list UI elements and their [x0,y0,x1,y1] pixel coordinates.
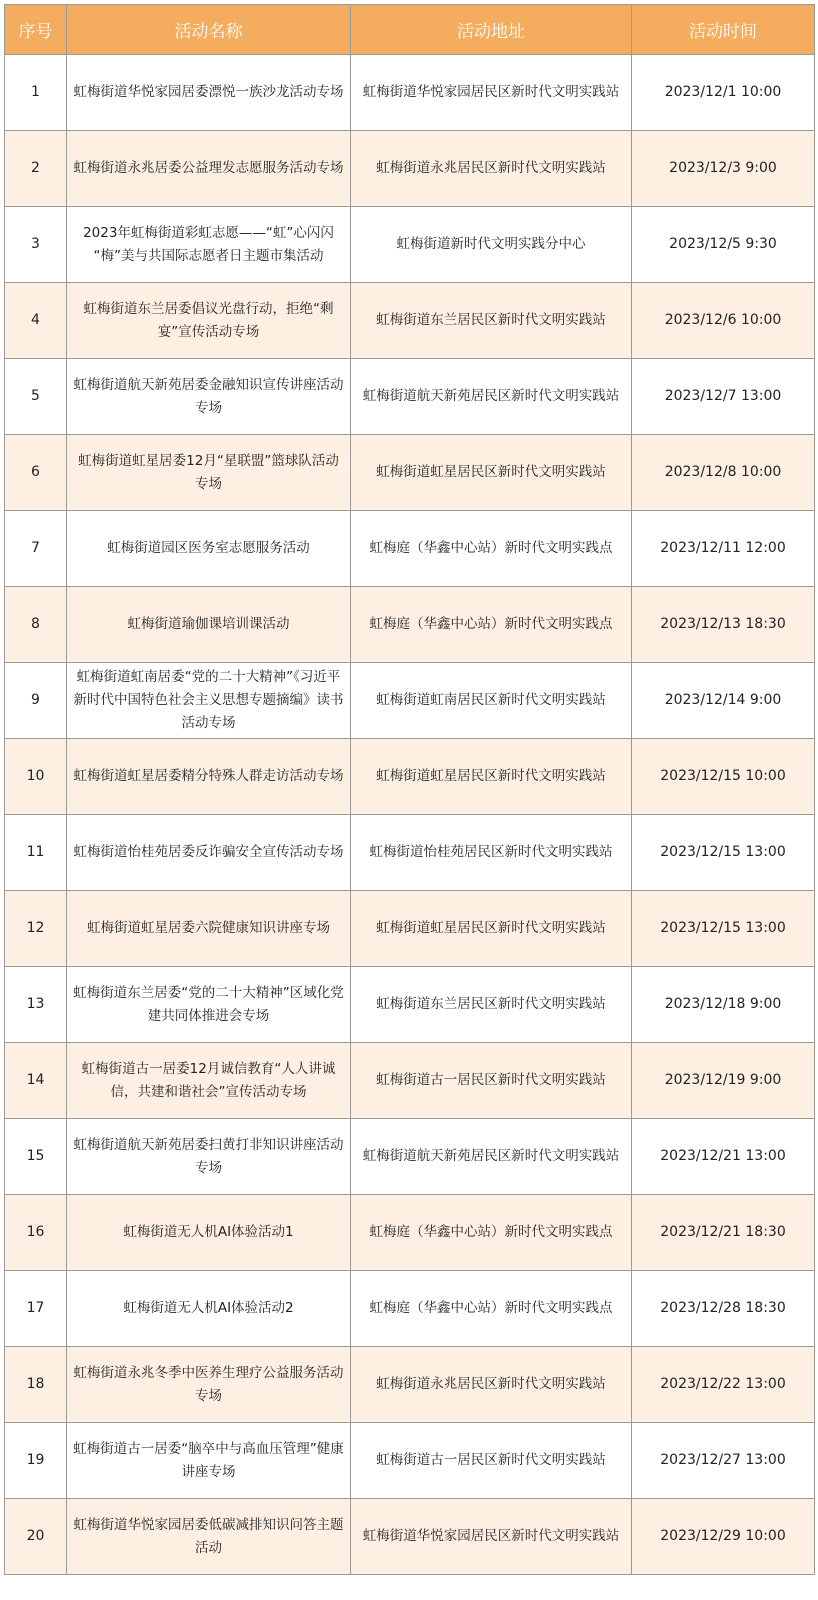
cell-index: 10 [5,739,67,815]
cell-index: 20 [5,1499,67,1575]
cell-activity-address: 虹梅街道东兰居民区新时代文明实践站 [351,283,632,359]
cell-activity-address: 虹梅街道华悦家园居民区新时代文明实践站 [351,55,632,131]
table-row [5,511,815,587]
cell-activity-address: 虹梅街道永兆居民区新时代文明实践站 [351,1347,632,1423]
cell-activity-time: 2023/12/29 10:00 [632,1499,815,1575]
cell-activity-address: 虹梅庭（华鑫中心站）新时代文明实践点 [351,511,632,587]
cell-activity-time: 2023/12/11 12:00 [632,511,815,587]
cell-activity-address: 虹梅庭（华鑫中心站）新时代文明实践点 [351,1271,632,1347]
cell-index: 3 [5,207,67,283]
cell-activity-time: 2023/12/15 13:00 [632,815,815,891]
cell-index: 2 [5,131,67,207]
cell-activity-name: 虹梅街道虹星居委精分特殊人群走访活动专场 [67,739,351,815]
cell-activity-time: 2023/12/22 13:00 [632,1347,815,1423]
table-row [5,739,815,815]
cell-activity-address: 虹梅街道航天新苑居民区新时代文明实践站 [351,359,632,435]
cell-index: 13 [5,967,67,1043]
cell-activity-address: 虹梅街道虹星居民区新时代文明实践站 [351,435,632,511]
table-row [5,1347,815,1423]
cell-activity-name: 虹梅街道虹南居委“党的二十大精神”《习近平新时代中国特色社会主义思想专题摘编》读书活动专场 [67,663,351,739]
cell-activity-time: 2023/12/28 18:30 [632,1271,815,1347]
cell-activity-address: 虹梅庭（华鑫中心站）新时代文明实践点 [351,1195,632,1271]
cell-activity-name: 虹梅街道永兆冬季中医养生理疗公益服务活动专场 [67,1347,351,1423]
cell-index: 7 [5,511,67,587]
table-row [5,1423,815,1499]
cell-activity-time: 2023/12/21 18:30 [632,1195,815,1271]
table-header-row [5,5,815,55]
cell-index: 4 [5,283,67,359]
cell-activity-name: 虹梅街道永兆居委公益理发志愿服务活动专场 [67,131,351,207]
cell-index: 17 [5,1271,67,1347]
cell-index: 18 [5,1347,67,1423]
table-row [5,359,815,435]
cell-index: 8 [5,587,67,663]
cell-activity-name: 虹梅街道航天新苑居委金融知识宣传讲座活动专场 [67,359,351,435]
cell-index: 1 [5,55,67,131]
cell-activity-name: 虹梅街道古一居委“脑卒中与高血压管理”健康讲座专场 [67,1423,351,1499]
header-activity-address: 活动地址 [351,5,632,55]
cell-index: 19 [5,1423,67,1499]
cell-activity-name: 虹梅街道虹星居委12月“星联盟”篮球队活动专场 [67,435,351,511]
cell-index: 9 [5,663,67,739]
cell-activity-address: 虹梅街道怡桂苑居民区新时代文明实践站 [351,815,632,891]
header-activity-name: 活动名称 [67,5,351,55]
cell-activity-address: 虹梅街道新时代文明实践分中心 [351,207,632,283]
cell-activity-name: 虹梅街道东兰居委“党的二十大精神”区域化党建共同体推进会专场 [67,967,351,1043]
cell-index: 14 [5,1043,67,1119]
table-row [5,815,815,891]
table-row [5,283,815,359]
cell-activity-name: 2023年虹梅街道彩虹志愿——“虹”心闪闪 “梅”美与共国际志愿者日主题市集活动 [67,207,351,283]
cell-activity-name: 虹梅街道东兰居委倡议光盘行动，拒绝“剩宴”宣传活动专场 [67,283,351,359]
table-row [5,1119,815,1195]
cell-activity-time: 2023/12/14 9:00 [632,663,815,739]
table-row [5,587,815,663]
cell-activity-name: 虹梅街道园区医务室志愿服务活动 [67,511,351,587]
cell-index: 6 [5,435,67,511]
table-row [5,207,815,283]
cell-activity-address: 虹梅街道虹星居民区新时代文明实践站 [351,739,632,815]
cell-activity-address: 虹梅街道古一居民区新时代文明实践站 [351,1423,632,1499]
cell-activity-address: 虹梅庭（华鑫中心站）新时代文明实践点 [351,587,632,663]
cell-activity-time: 2023/12/21 13:00 [632,1119,815,1195]
cell-activity-address: 虹梅街道永兆居民区新时代文明实践站 [351,131,632,207]
cell-activity-time: 2023/12/6 10:00 [632,283,815,359]
cell-index: 15 [5,1119,67,1195]
cell-activity-name: 虹梅街道无人机AI体验活动2 [67,1271,351,1347]
table-row [5,967,815,1043]
cell-activity-time: 2023/12/13 18:30 [632,587,815,663]
cell-activity-address: 虹梅街道虹星居民区新时代文明实践站 [351,891,632,967]
cell-activity-time: 2023/12/3 9:00 [632,131,815,207]
cell-activity-time: 2023/12/15 13:00 [632,891,815,967]
table-row [5,891,815,967]
activity-table [4,4,815,1575]
cell-activity-name: 虹梅街道无人机AI体验活动1 [67,1195,351,1271]
cell-activity-time: 2023/12/7 13:00 [632,359,815,435]
table-row [5,435,815,511]
table-row [5,663,815,739]
cell-activity-time: 2023/12/18 9:00 [632,967,815,1043]
cell-activity-name: 虹梅街道瑜伽课培训课活动 [67,587,351,663]
cell-index: 12 [5,891,67,967]
cell-activity-name: 虹梅街道怡桂苑居委反诈骗安全宣传活动专场 [67,815,351,891]
table-row [5,131,815,207]
table-row [5,1271,815,1347]
cell-index: 16 [5,1195,67,1271]
cell-activity-time: 2023/12/1 10:00 [632,55,815,131]
cell-activity-time: 2023/12/27 13:00 [632,1423,815,1499]
cell-activity-address: 虹梅街道虹南居民区新时代文明实践站 [351,663,632,739]
cell-activity-name: 虹梅街道虹星居委六院健康知识讲座专场 [67,891,351,967]
table-row [5,1195,815,1271]
cell-activity-time: 2023/12/15 10:00 [632,739,815,815]
cell-activity-name: 虹梅街道华悦家园居委漂悦一族沙龙活动专场 [67,55,351,131]
cell-activity-address: 虹梅街道航天新苑居民区新时代文明实践站 [351,1119,632,1195]
cell-activity-address: 虹梅街道东兰居民区新时代文明实践站 [351,967,632,1043]
cell-activity-name: 虹梅街道华悦家园居委低碳减排知识问答主题活动 [67,1499,351,1575]
table-row [5,1499,815,1575]
table-row [5,1043,815,1119]
cell-activity-time: 2023/12/19 9:00 [632,1043,815,1119]
cell-activity-name: 虹梅街道古一居委12月诚信教育“人人讲诚信，共建和谐社会”宣传活动专场 [67,1043,351,1119]
activity-schedule [4,4,814,1575]
cell-activity-time: 2023/12/5 9:30 [632,207,815,283]
cell-index: 11 [5,815,67,891]
cell-activity-address: 虹梅街道古一居民区新时代文明实践站 [351,1043,632,1119]
cell-activity-name: 虹梅街道航天新苑居委扫黄打非知识讲座活动专场 [67,1119,351,1195]
header-activity-time: 活动时间 [632,5,815,55]
header-index: 序号 [5,5,67,55]
cell-activity-address: 虹梅街道华悦家园居民区新时代文明实践站 [351,1499,632,1575]
cell-index: 5 [5,359,67,435]
cell-activity-time: 2023/12/8 10:00 [632,435,815,511]
table-row [5,55,815,131]
table-body [5,55,815,1575]
